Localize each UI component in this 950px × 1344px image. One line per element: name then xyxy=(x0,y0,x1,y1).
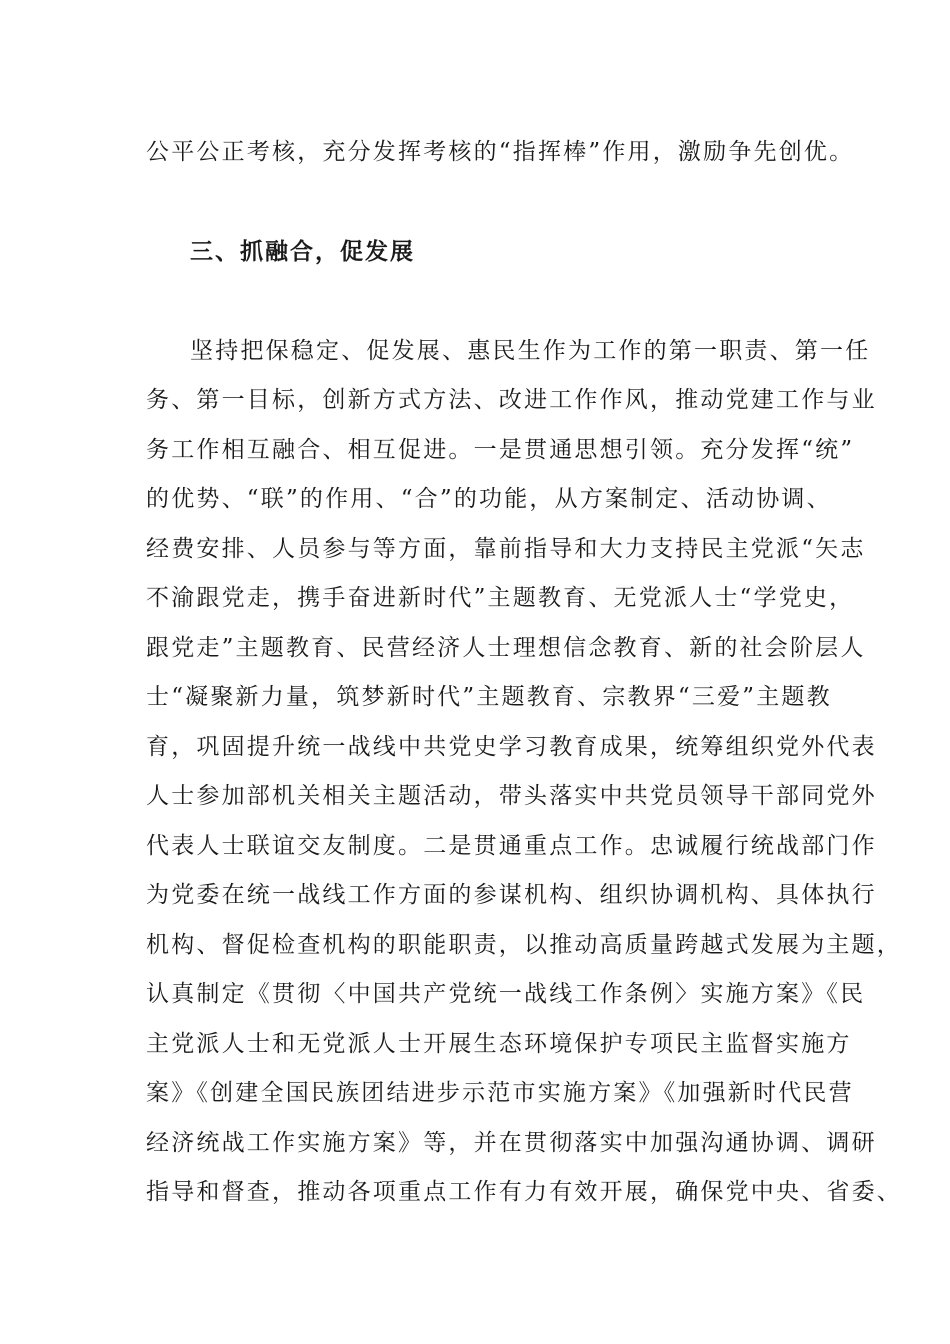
paragraph-line-10: 人士参加部机关相关主题活动，带头落实中共党员领导干部同党外 xyxy=(146,783,877,809)
paragraph-line-8: 士“凝聚新力量，筑梦新时代”主题教育、宗教界“三爱”主题教 xyxy=(146,684,832,710)
paragraph-line-13: 机构、督促检查机构的职能职责，以推动高质量跨越式发展为主题， xyxy=(146,932,902,958)
paragraph-line-6: 不渝跟党走，携手奋进新时代”主题教育、无党派人士“学党史， xyxy=(146,585,855,611)
paragraph-line-9: 育，巩固提升统一战线中共党史学习教育成果，统筹组织党外代表 xyxy=(146,734,877,760)
paragraph-line-14: 认真制定《贯彻〈中国共产党统一战线工作条例〉实施方案》《民 xyxy=(146,981,866,1007)
paragraph-line-11: 代表人士联谊交友制度。二是贯通重点工作。忠诚履行统战部门作 xyxy=(146,833,877,859)
paragraph-line-1: 坚持把保稳定、促发展、惠民生作为工作的第一职责、第一任 xyxy=(190,338,871,364)
paragraph-line-18: 指导和督查，推动各项重点工作有力有效开展，确保党中央、省委、 xyxy=(146,1179,902,1205)
section-heading: 三、抓融合，促发展 xyxy=(190,239,415,265)
paragraph-line-7: 跟党走”主题教育、民营经济人士理想信念教育、新的社会阶层人 xyxy=(146,635,866,661)
paragraph-line-4: 的优势、“联”的作用、“合”的功能，从方案制定、活动协调、 xyxy=(146,486,832,512)
paragraph-line-17: 经济统战工作实施方案》等，并在贯彻落实中加强沟通协调、调研 xyxy=(146,1130,877,1156)
paragraph-line-3: 务工作相互融合、相互促进。一是贯通思想引领。充分发挥“统” xyxy=(146,437,855,463)
paragraph-line-5: 经费安排、人员参与等方面，靠前指导和大力支持民主党派“矢志 xyxy=(146,536,866,562)
paragraph-line-top: 公平公正考核，充分发挥考核的“指挥棒”作用，激励争先创优。 xyxy=(146,139,855,165)
paragraph-line-12: 为党委在统一战线工作方面的参谋机构、组织协调机构、具体执行 xyxy=(146,882,877,908)
paragraph-line-16: 案》《创建全国民族团结进步示范市实施方案》《加强新时代民营 xyxy=(146,1080,854,1106)
paragraph-line-15: 主党派人士和无党派人士开展生态环境保护专项民主监督实施方 xyxy=(146,1031,852,1057)
paragraph-line-2: 务、第一目标，创新方式方法、改进工作作风，推动党建工作与业 xyxy=(146,387,877,413)
